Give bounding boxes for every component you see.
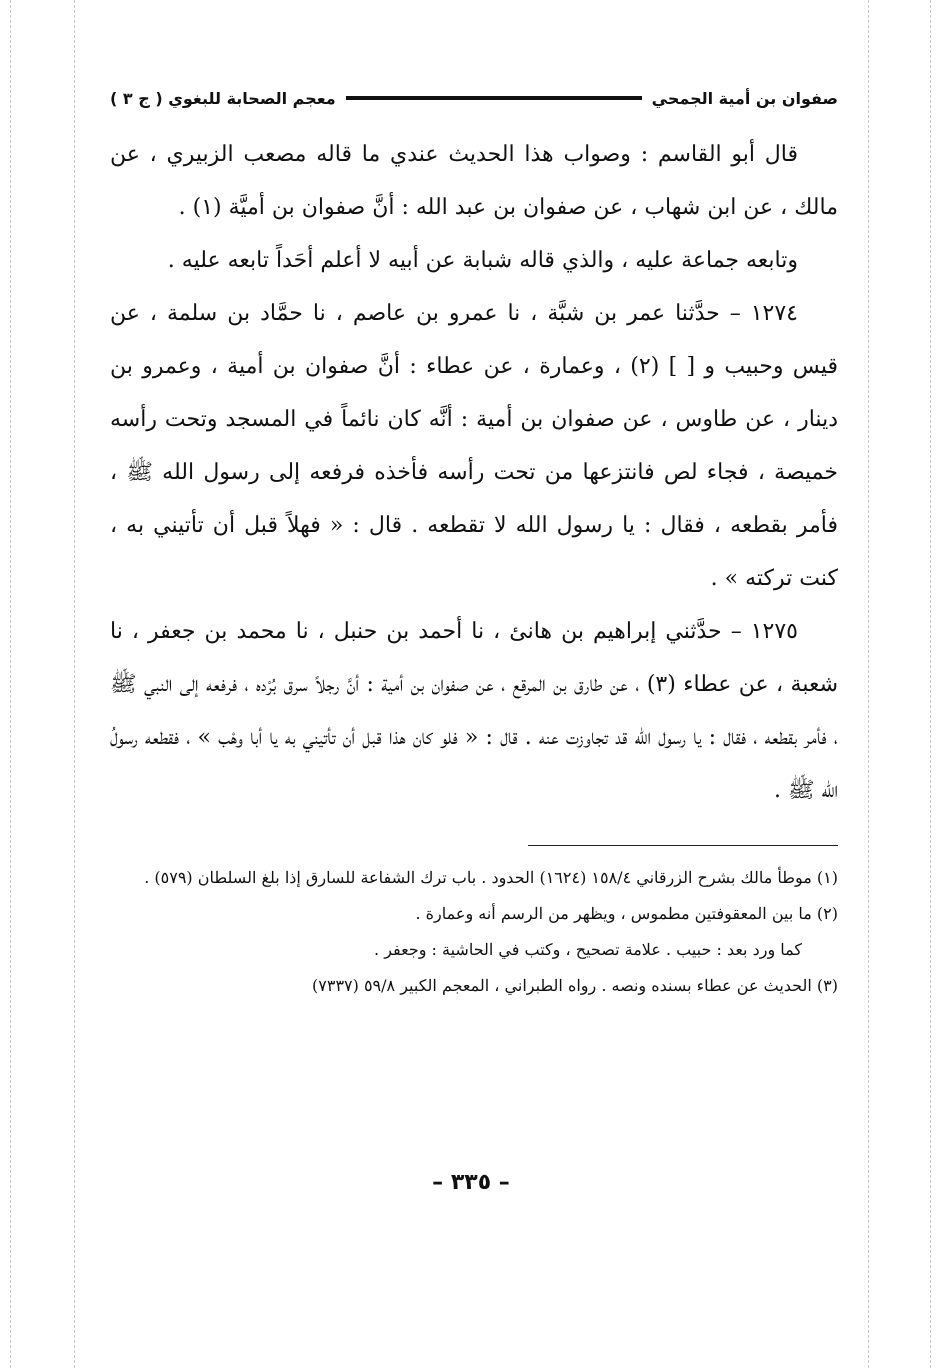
book-title: معجم الصحابة للبغوي ( ج ٣ ) xyxy=(110,88,336,108)
page-number: – ٣٣٥ – xyxy=(432,1170,510,1195)
footnote-separator xyxy=(528,845,838,846)
footnote-2-continued: كما ورد بعد : حبيب . علامة تصحيح ، وكتب في الحاشية : وجعفر . xyxy=(374,940,802,959)
page-fold-line xyxy=(868,0,869,1368)
document-page xyxy=(110,80,838,1004)
paragraph: وتابعه جماعة عليه ، والذي قاله شبابة عن أبيه لا أعلم أحَداً تابعه عليه . xyxy=(167,248,798,273)
footnotes xyxy=(110,860,838,1004)
section-title: صفوان بن أمية الجمحي xyxy=(651,88,838,108)
footnote-2: (٢) ما بين المعقوفتين مطموس ، ويظهر من الرسم أنه وعمارة . xyxy=(415,904,838,923)
page-fold-line xyxy=(930,0,931,1368)
header-rule xyxy=(346,96,642,100)
footnote-1: (١) موطأ مالك بشرح الزرقاني ١٥٨/٤ (١٦٢٤) الحدود . باب ترك الشفاعة للسارق إذا بلغ السلطان (٥٧٩) . xyxy=(144,868,838,887)
paragraph: قال أبو القاسم : وصواب هذا الحديث عندي ما قاله مصعب الزبيري ، عن مالك ، عن ابن شهاب ، عن صفوان بن عبد الله : أنَّ صفوان بن أميَّة (١) . xyxy=(110,142,838,220)
hadith-1274: ١٢٧٤ – حدَّثنا عمر بن شبَّة ، نا عمرو بن عاصم ، نا حمَّاد بن سلمة ، عن قيس وحبيب و [ ] (٢) ، وعمارة ، عن عطاء : أنَّ صفوان بن أمية ، وعمرو بن دينار ، عن طاوس ، عن صفوان بن أمية : أنَّه كان نائماً في المسجد وتحت رأسه خميصة ، فجاء لص فانتزعها من تحت رأسه فأخذه فرفعه إلى رسول الله ﷺ ، فأمر بقطعه ، فقال : يا رسول الله لا تقطعه . قال : « فهلاً قبل أن تأتيني به ، كنت تركته » . xyxy=(110,301,838,591)
hadith-1275: ١٢٧٥ – حدَّثني إبراهيم بن هانئ ، نا أحمد بن حنبل ، نا محمد بن جعفر ، نا شعبة ، عن عطاء (٣) ، عن طارق بن المرقع ، عن صفوان بن أمية : أنَّ رجلاً سرق بُرْده ، فرفعه إلى النبي ﷺ ، فأمر بقطعه ، فقال : يا رسول الله قد تجاوزت عنه . قال : « فلو كان هذا قبل أن تأتيني به يا أبا وهْب » ، فقطعه رسولُ الله ﷺ . xyxy=(110,619,839,803)
footnote-3: (٣) الحديث عن عطاء بسنده ونصه . رواه الطبراني ، المعجم الكبير ٥٩/٨ (٧٣٣٧) xyxy=(312,976,838,995)
running-header xyxy=(110,80,838,116)
main-text xyxy=(110,128,838,817)
page-fold-line xyxy=(74,0,75,1368)
page-fold-line xyxy=(10,0,11,1368)
